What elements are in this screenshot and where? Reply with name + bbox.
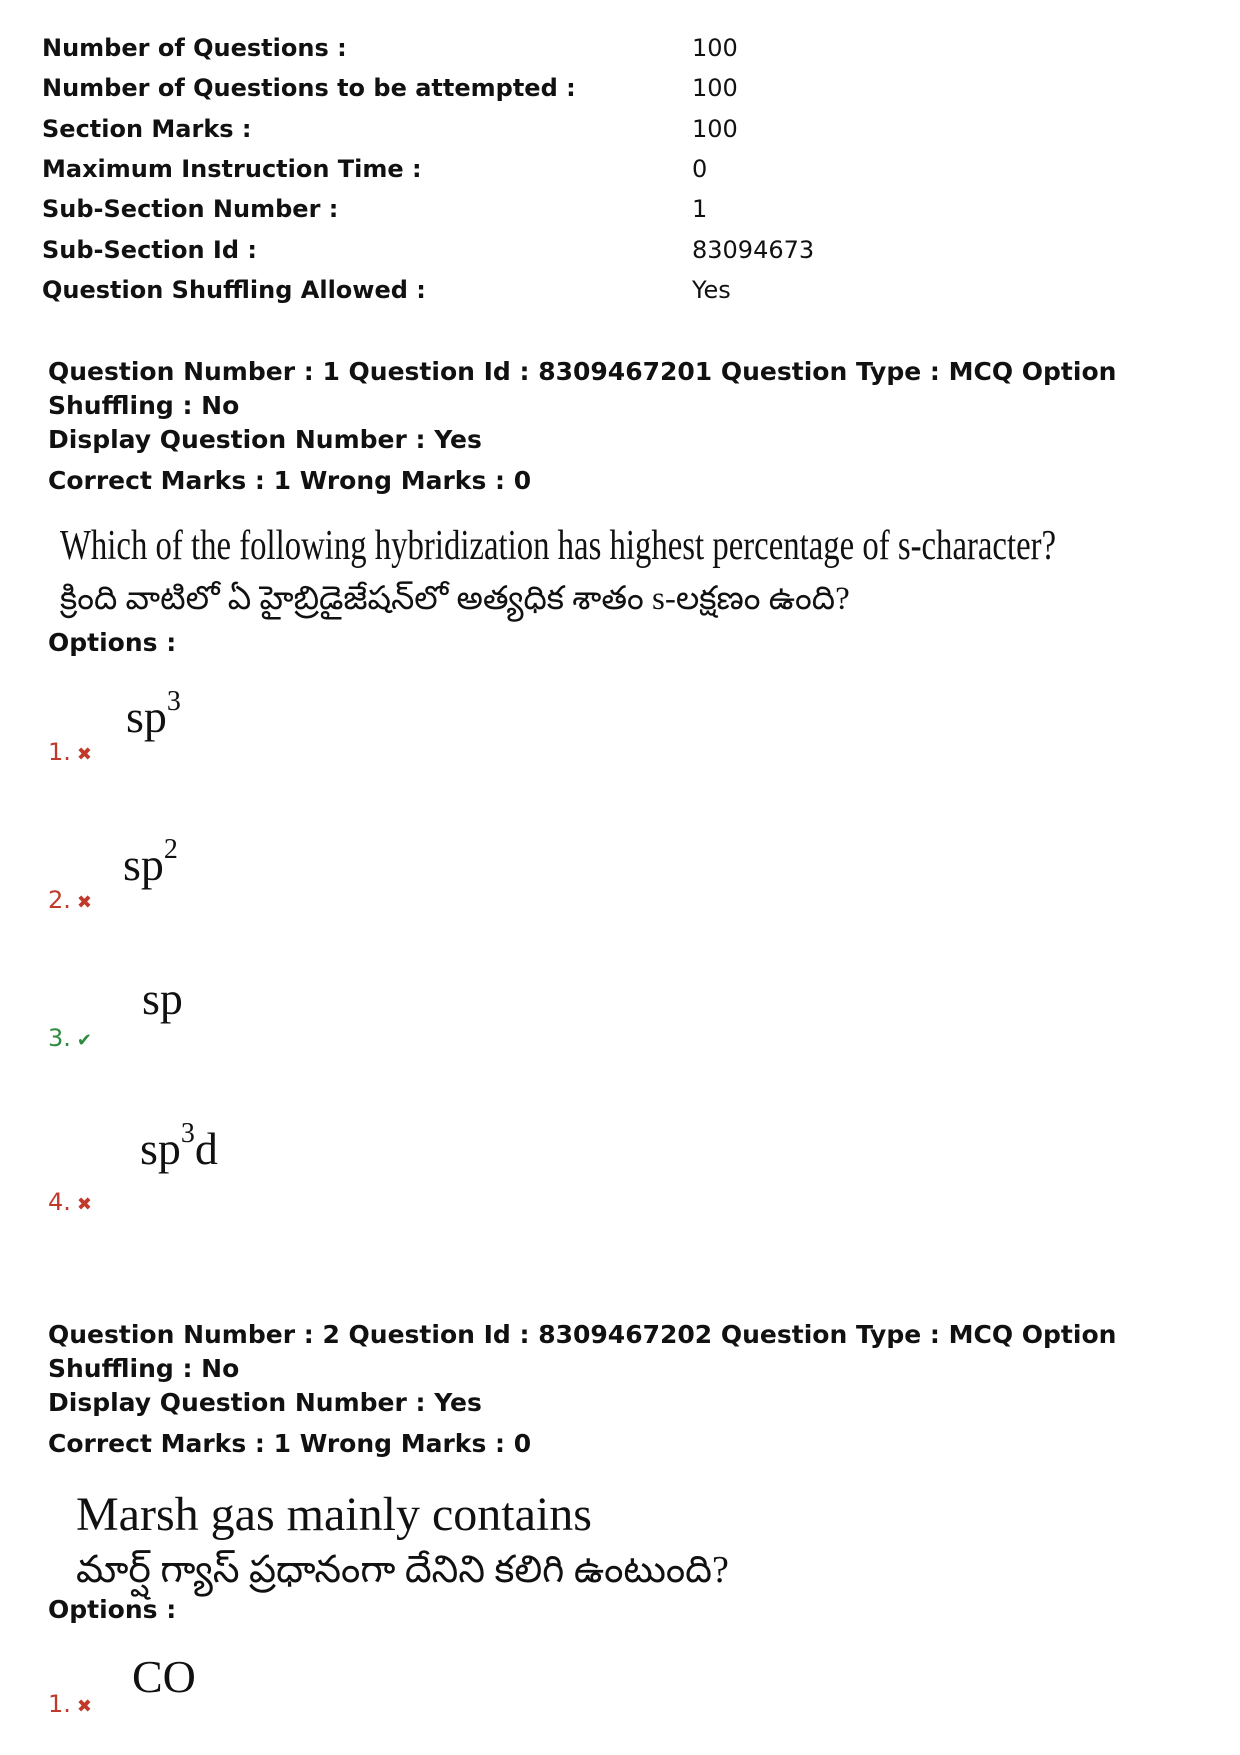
question-marks: Correct Marks : 1 Wrong Marks : 0 xyxy=(48,466,532,495)
meta-label: Number of Questions : xyxy=(42,34,347,63)
question-text-telugu: క్రింది వాటిలో ఏ హైబ్రిడైజేషన్‌లో అత్యధిక శాతం s-లక్షణం ఉంది? xyxy=(60,581,850,617)
options-label: Options : xyxy=(48,628,177,657)
option-number: 2. ✖ xyxy=(48,886,92,914)
option-text: CO xyxy=(132,1651,196,1702)
wrong-mark-icon: ✖ xyxy=(76,1696,92,1717)
question-header xyxy=(48,355,1198,457)
meta-value: 1 xyxy=(692,195,708,224)
option-text: $sp^2$ xyxy=(123,834,178,890)
options-label: Options : xyxy=(48,1595,177,1624)
question-marks: Correct Marks : 1 Wrong Marks : 0 xyxy=(48,1429,532,1458)
meta-value: 0 xyxy=(692,155,708,184)
correct-check-icon: ✔ xyxy=(76,1030,92,1051)
meta-label: Section Marks : xyxy=(42,114,252,143)
question-2 xyxy=(48,1318,1198,1601)
question-text-english: Marsh gas mainly contains xyxy=(76,1488,592,1541)
question-header-line: Question Number : 1 Question Id : 8309467201 Question Type : MCQ Option Shuffling : No xyxy=(48,357,1117,420)
wrong-mark-icon: ✖ xyxy=(76,744,92,765)
meta-label: Number of Questions to be attempted : xyxy=(42,74,576,103)
meta-value: 100 xyxy=(692,74,738,103)
meta-label: Question Shuffling Allowed : xyxy=(42,275,426,304)
question-1 xyxy=(48,355,1198,625)
question-header-line: Question Number : 2 Question Id : 8309467202 Question Type : MCQ Option Shuffling : No xyxy=(48,1320,1117,1383)
question-header-line: Display Question Number : Yes xyxy=(48,1388,482,1417)
option-text: $sp^3$ xyxy=(126,686,181,742)
meta-value: Yes xyxy=(692,275,731,304)
wrong-mark-icon: ✖ xyxy=(76,1194,92,1215)
meta-row xyxy=(42,189,1192,229)
question-text-english: Which of the following hybridization has highest percentage of s-character? xyxy=(60,523,1057,569)
meta-row xyxy=(42,229,1192,269)
section-meta-table xyxy=(42,28,1192,310)
question-text-telugu: మార్ష్ గ్యాస్ ప్రధానంగా దేనిని కలిగి ఉంటుంది? xyxy=(76,1549,729,1591)
meta-label: Maximum Instruction Time : xyxy=(42,155,422,184)
option-text: sp xyxy=(142,973,183,1024)
option-number: 4. ✖ xyxy=(48,1188,92,1216)
meta-value: 83094673 xyxy=(692,235,815,264)
meta-value: 100 xyxy=(692,114,738,143)
meta-value: 100 xyxy=(692,34,738,63)
meta-row xyxy=(42,109,1192,149)
option-number: 3. ✔ xyxy=(48,1024,92,1052)
question-header xyxy=(48,1318,1198,1420)
meta-label: Sub-Section Id : xyxy=(42,235,257,264)
option-text: $sp^3d$ xyxy=(140,1118,218,1174)
meta-row xyxy=(42,149,1192,189)
meta-label: Sub-Section Number : xyxy=(42,195,339,224)
meta-row xyxy=(42,28,1192,68)
option-number: 1. ✖ xyxy=(48,738,92,766)
question-header-line: Display Question Number : Yes xyxy=(48,425,482,454)
wrong-mark-icon: ✖ xyxy=(76,892,92,913)
meta-row xyxy=(42,270,1192,310)
meta-row xyxy=(42,68,1192,108)
option-number: 1. ✖ xyxy=(48,1690,92,1718)
